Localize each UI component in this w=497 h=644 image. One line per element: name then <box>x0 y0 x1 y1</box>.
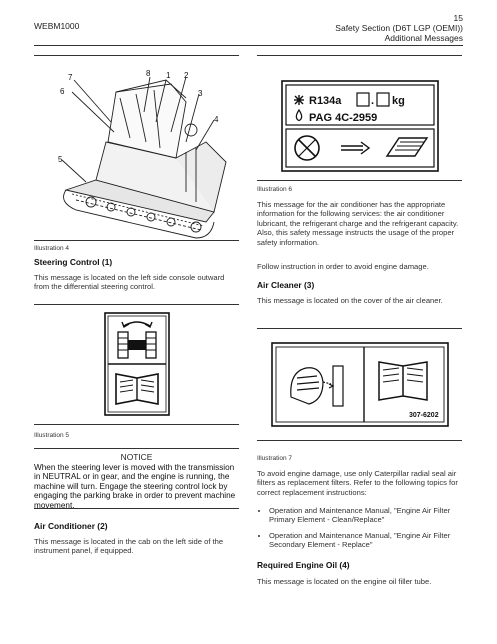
tractor-illustration <box>36 62 238 240</box>
callout-4: 4 <box>214 115 219 124</box>
decimal-dot: . <box>371 95 375 107</box>
figure-rule <box>257 440 462 441</box>
ac-message-text: This message for the air conditioner has the appropriate information for the following services: the air conditioner lubricant, the refrigerant charge and the refrigerant capacity. Also, this safety message instructs the usage of the proper safety information. <box>257 200 459 247</box>
replacement-list <box>257 506 462 556</box>
figure-rule <box>34 424 239 425</box>
figure-rule <box>257 328 462 329</box>
callout-5: 5 <box>58 155 63 164</box>
unit-kg: kg <box>392 95 405 107</box>
illustration-6-caption: Illustration 6 <box>257 186 293 193</box>
illustration-5-caption: Illustration 5 <box>34 432 70 439</box>
figure-rule <box>34 55 239 56</box>
page-header <box>335 13 463 43</box>
callout-1: 1 <box>166 71 171 80</box>
illustration-7-caption: Illustration 7 <box>257 455 293 462</box>
filters-text: To avoid engine damage, use only Caterpillar radial seal air filters as replacement filters. Refer to the following topics for correct replacement instructions: <box>257 469 458 497</box>
subsection-title: Additional Messages <box>384 33 463 43</box>
callout-3: 3 <box>198 89 203 98</box>
notice-title: NOTICE <box>120 452 153 462</box>
steering-heading: Steering Control (1) <box>34 257 113 267</box>
callout-2: 2 <box>184 71 189 80</box>
header-rule <box>34 45 463 46</box>
steering-text: This message is located on the left side console outward from the differential steering control. <box>34 273 225 292</box>
illustration-4-caption: Illustration 4 <box>34 245 70 252</box>
engine-oil-heading: Required Engine Oil (4) <box>257 560 350 570</box>
figure-rule <box>34 304 239 305</box>
list-item: • Operation and Maintenance Manual, "Engine Air Filter Secondary Element - Replace" <box>269 531 462 550</box>
follow-instruction-text: Follow instruction in order to avoid engine damage. <box>257 262 429 271</box>
engine-oil-text: This message is located on the engine oil filler tube. <box>257 577 432 586</box>
callout-7: 7 <box>68 73 73 82</box>
section-title: Safety Section (D6T LGP (OEMI)) <box>335 23 463 33</box>
refrigerant-type: R134a <box>309 95 342 107</box>
callout-6: 6 <box>60 87 65 96</box>
notice-rule-bottom <box>34 508 239 509</box>
notice-rule-top <box>34 448 239 449</box>
figure-rule <box>257 55 462 56</box>
ac-heading: Air Conditioner (2) <box>34 521 108 531</box>
document-id: WEBM1000 <box>34 21 80 31</box>
air-cleaner-text: This message is located on the cover of the air cleaner. <box>257 296 443 305</box>
part-number: 307-6202 <box>409 412 439 419</box>
notice-text: When the steering lever is moved with the transmission in NEUTRAL or in gear, and the engine is running, the machine will turn. Engage the steering control lock by engaging the parking brake in order to prevent machine movement. <box>34 463 236 510</box>
refrigerant-decal <box>281 80 439 172</box>
list-item: • Operation and Maintenance Manual, "Engine Air Filter Primary Element - Clean/Replace" <box>269 506 462 525</box>
page-number: 15 <box>453 13 463 23</box>
figure-rule <box>34 240 239 241</box>
lubricant-type: PAG 4C-2959 <box>309 112 378 124</box>
figure-rule <box>257 180 462 181</box>
air-cleaner-decal <box>271 342 449 427</box>
callout-8: 8 <box>146 69 151 78</box>
ac-text: This message is located in the cab on the left side of the instrument panel, if equipped. <box>34 537 224 556</box>
steering-control-decal <box>104 312 170 416</box>
air-cleaner-heading: Air Cleaner (3) <box>257 280 315 290</box>
